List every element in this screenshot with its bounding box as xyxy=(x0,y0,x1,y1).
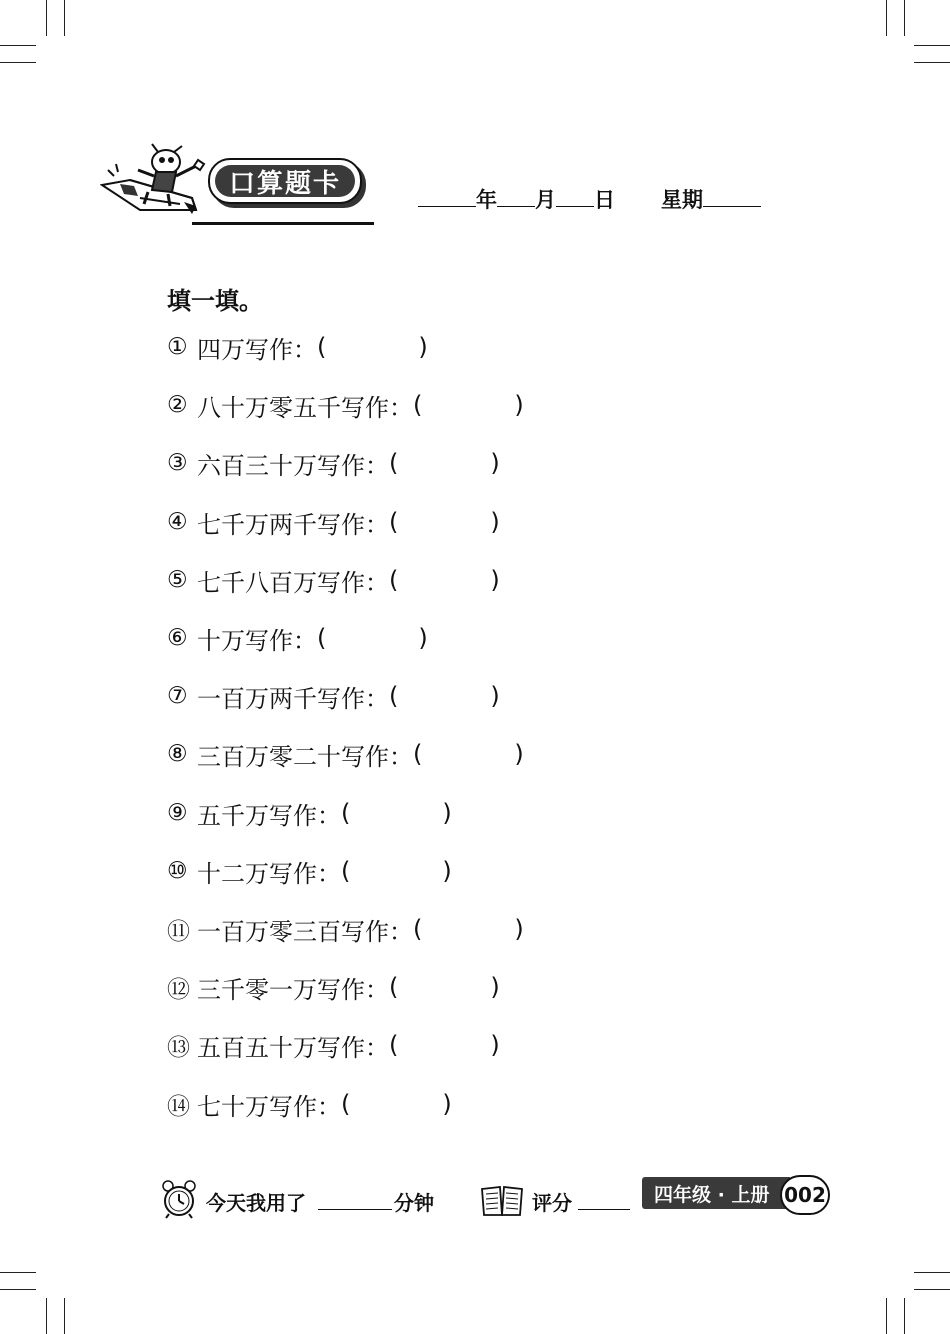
question-text: 七千八百万写作： xyxy=(197,568,389,597)
question-number: ⑧ xyxy=(167,741,188,767)
question-text: 八十万零五千写作： xyxy=(197,393,413,422)
close-paren: ) xyxy=(490,682,500,710)
question-text: 五千万写作： xyxy=(197,801,341,830)
crop-mark xyxy=(914,1289,950,1290)
close-paren: ) xyxy=(418,624,428,652)
crop-mark xyxy=(886,0,887,36)
time-suffix: 分钟 xyxy=(394,1191,434,1215)
crop-mark xyxy=(46,0,47,36)
crop-mark xyxy=(46,1298,47,1334)
close-paren: ) xyxy=(514,915,524,943)
alarm-clock-icon xyxy=(160,1179,198,1219)
score-label: 评分 xyxy=(532,1191,572,1215)
open-paren: ( xyxy=(413,391,423,419)
grade-label: 四年级 · 上册 xyxy=(642,1177,792,1209)
question-text: 一百万零三百写作： xyxy=(197,917,413,946)
question-number: ⑩ xyxy=(167,858,188,884)
weekday-blank[interactable] xyxy=(703,188,761,207)
month-blank[interactable] xyxy=(497,188,535,207)
open-paren: ( xyxy=(389,566,399,594)
crop-mark xyxy=(64,0,65,36)
open-paren: ( xyxy=(317,624,327,652)
open-paren: ( xyxy=(389,449,399,477)
weekday-label: 星期 xyxy=(661,188,703,212)
title-badge xyxy=(208,158,362,204)
question-item xyxy=(167,327,428,367)
question-number: ⑤ xyxy=(167,567,188,593)
question-number: ⑫ xyxy=(167,976,190,1003)
open-paren: ( xyxy=(317,333,327,361)
crop-mark xyxy=(0,1272,36,1273)
question-text: 五百五十万写作： xyxy=(197,1033,389,1062)
close-paren: ) xyxy=(490,566,500,594)
question-text: 六百三十万写作： xyxy=(197,451,389,480)
worksheet-footer xyxy=(160,1175,840,1225)
year-blank[interactable] xyxy=(418,188,476,207)
question-text: 四万写作： xyxy=(197,335,317,364)
question-item xyxy=(167,618,428,658)
question-item xyxy=(167,502,500,542)
question-item xyxy=(167,967,500,1007)
score-blank[interactable] xyxy=(578,1191,630,1210)
crop-mark xyxy=(886,1298,887,1334)
question-item xyxy=(167,443,500,483)
question-number: ⑥ xyxy=(167,625,188,651)
close-paren: ) xyxy=(490,508,500,536)
crop-mark xyxy=(914,62,950,63)
question-item xyxy=(167,1084,452,1124)
question-item xyxy=(167,676,500,716)
open-paren: ( xyxy=(341,857,351,885)
question-text: 十二万写作： xyxy=(197,859,341,888)
question-text: 七十万写作： xyxy=(197,1092,341,1121)
question-item xyxy=(167,385,524,425)
crop-mark xyxy=(904,0,905,36)
close-paren: ) xyxy=(514,391,524,419)
date-line xyxy=(418,184,761,214)
question-item xyxy=(167,793,452,833)
crop-mark xyxy=(914,1272,950,1273)
question-text: 十万写作： xyxy=(197,626,317,655)
month-label: 月 xyxy=(535,188,556,212)
day-blank[interactable] xyxy=(556,188,594,207)
question-number: ⑬ xyxy=(167,1034,190,1061)
page-number: 002 xyxy=(780,1175,830,1215)
question-text: 三千零一万写作： xyxy=(197,975,389,1004)
year-label: 年 xyxy=(476,188,497,212)
open-paren: ( xyxy=(389,1031,399,1059)
open-book-icon xyxy=(478,1183,526,1217)
crop-mark xyxy=(64,1298,65,1334)
day-label: 日 xyxy=(594,188,615,212)
question-number: ④ xyxy=(167,509,188,535)
crop-mark xyxy=(0,62,36,63)
crop-mark xyxy=(904,1298,905,1334)
crop-mark xyxy=(0,1289,36,1290)
question-number: ③ xyxy=(167,450,188,476)
question-number: ⑪ xyxy=(167,918,190,945)
question-item xyxy=(167,1025,500,1065)
question-item xyxy=(167,909,524,949)
mascot-on-rocket-icon xyxy=(100,140,210,228)
time-prefix: 今天我用了 xyxy=(206,1191,306,1215)
question-number: ⑨ xyxy=(167,800,188,826)
open-paren: ( xyxy=(413,740,423,768)
close-paren: ) xyxy=(514,740,524,768)
open-paren: ( xyxy=(389,682,399,710)
question-item xyxy=(167,851,452,891)
crop-mark xyxy=(914,45,950,46)
question-number: ⑦ xyxy=(167,683,188,709)
close-paren: ) xyxy=(418,333,428,361)
page-title: 口算题卡 xyxy=(215,165,355,197)
time-blank[interactable] xyxy=(318,1191,392,1210)
close-paren: ) xyxy=(442,1090,452,1118)
question-item xyxy=(167,560,500,600)
close-paren: ) xyxy=(490,973,500,1001)
question-number: ② xyxy=(167,392,188,418)
close-paren: ) xyxy=(442,799,452,827)
close-paren: ) xyxy=(490,449,500,477)
question-item xyxy=(167,734,524,774)
close-paren: ) xyxy=(442,857,452,885)
open-paren: ( xyxy=(341,1090,351,1118)
close-paren: ) xyxy=(490,1031,500,1059)
question-number: ⑭ xyxy=(167,1093,190,1120)
open-paren: ( xyxy=(389,973,399,1001)
open-paren: ( xyxy=(413,915,423,943)
question-text: 三百万零二十写作： xyxy=(197,742,413,771)
title-underline xyxy=(192,222,374,225)
crop-mark xyxy=(0,45,36,46)
question-text: 七千万两千写作： xyxy=(197,510,389,539)
open-paren: ( xyxy=(389,508,399,536)
instruction-text: 填一填。 xyxy=(167,287,263,315)
question-number: ① xyxy=(167,334,188,360)
open-paren: ( xyxy=(341,799,351,827)
question-text: 一百万两千写作： xyxy=(197,684,389,713)
